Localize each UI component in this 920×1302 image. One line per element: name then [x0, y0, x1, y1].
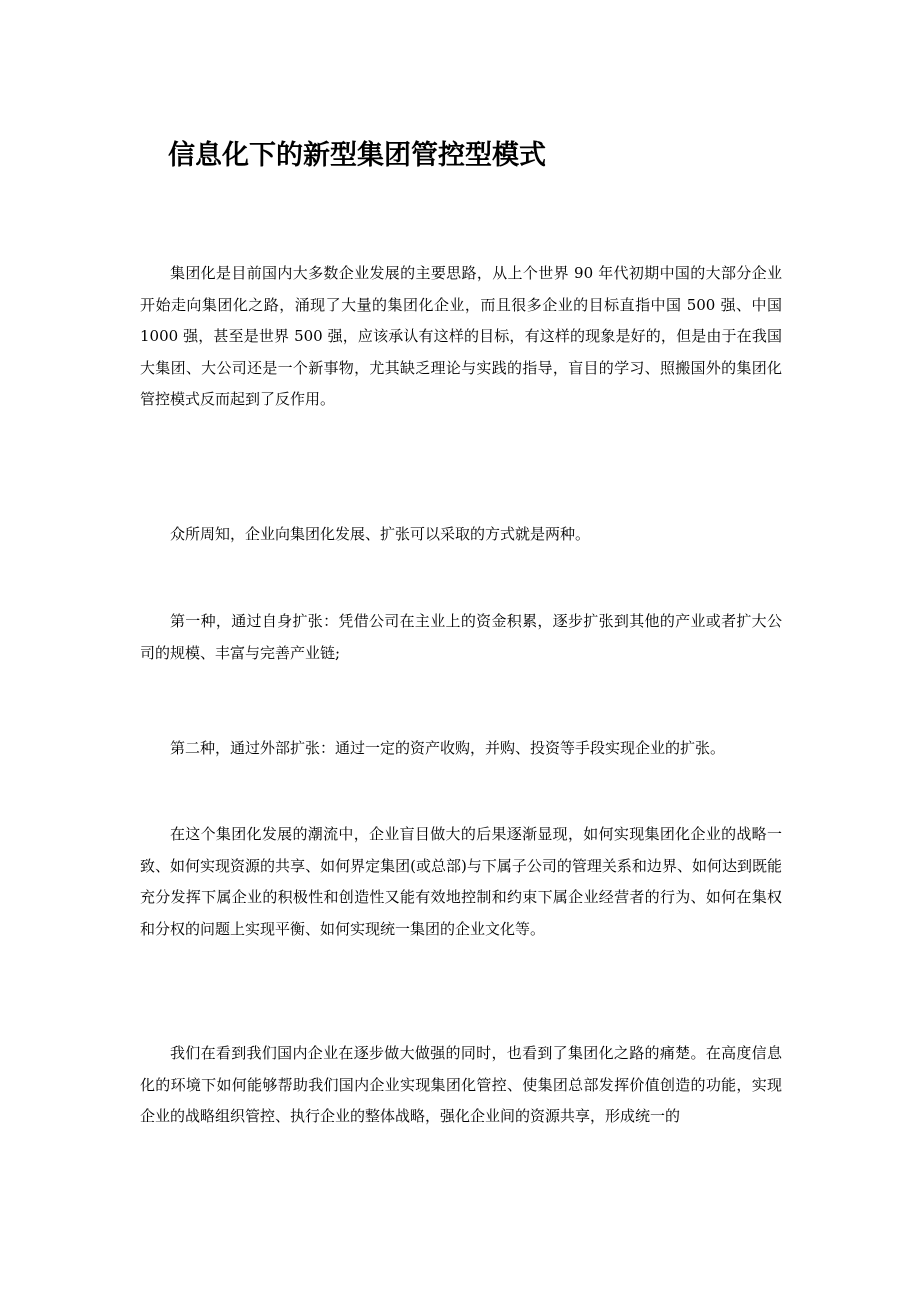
paragraph-external-expansion: 第二种，通过外部扩张：通过一定的资产收购，并购、投资等手段实现企业的扩张。 — [170, 739, 726, 757]
paragraph-informatization: 我们在看到我们国内企业在逐步做大做强的同时，也看到了集团化之路的痛楚。在高度信息化的环境下如何能够帮助我们国内企业实现集团化管控、使集团总部发挥价值创造的功能，实现企业的战略组织管控、执行企业的整体战略，强化企业间的资源共享，形成统一的 — [140, 1044, 782, 1125]
paragraph-challenges: 在这个集团化发展的潮流中，企业盲目做大的后果逐渐显现，如何实现集团化企业的战略一致、如何实现资源的共享、如何界定集团(或总部)与下属子公司的管理关系和边界、如何达到既能充分发挥下属企业的积极性和创造性又能有效地控制和约束下属企业经营者的行为、如何在集权和分权的问题上实现平衡、如何实现统一集团的企业文化等。 — [140, 825, 782, 938]
paragraph-two-ways: 众所周知，企业向集团化发展、扩张可以采取的方式就是两种。 — [170, 525, 591, 543]
document-title: 信息化下的新型集团管控型模式 — [168, 140, 546, 171]
paragraph-intro: 集团化是目前国内大多数企业发展的主要思路，从上个世界 90 年代初期中国的大部分企业开始走向集团化之路，涌现了大量的集团化企业，而且很多企业的目标直指中国 500 强、中国 1000 强，甚至是世界 500 强，应该承认有这样的目标，有这样的现象是好的，但是由于在我国大集团、大公司还是一个新事物，尤其缺乏理论与实践的指导，盲目的学习、照搬国外的集团化管控模式反而起到了反作用。 — [140, 264, 782, 408]
paragraph-internal-expansion: 第一种，通过自身扩张：凭借公司在主业上的资金积累，逐步扩张到其他的产业或者扩大公司的规模、丰富与完善产业链; — [140, 612, 782, 662]
